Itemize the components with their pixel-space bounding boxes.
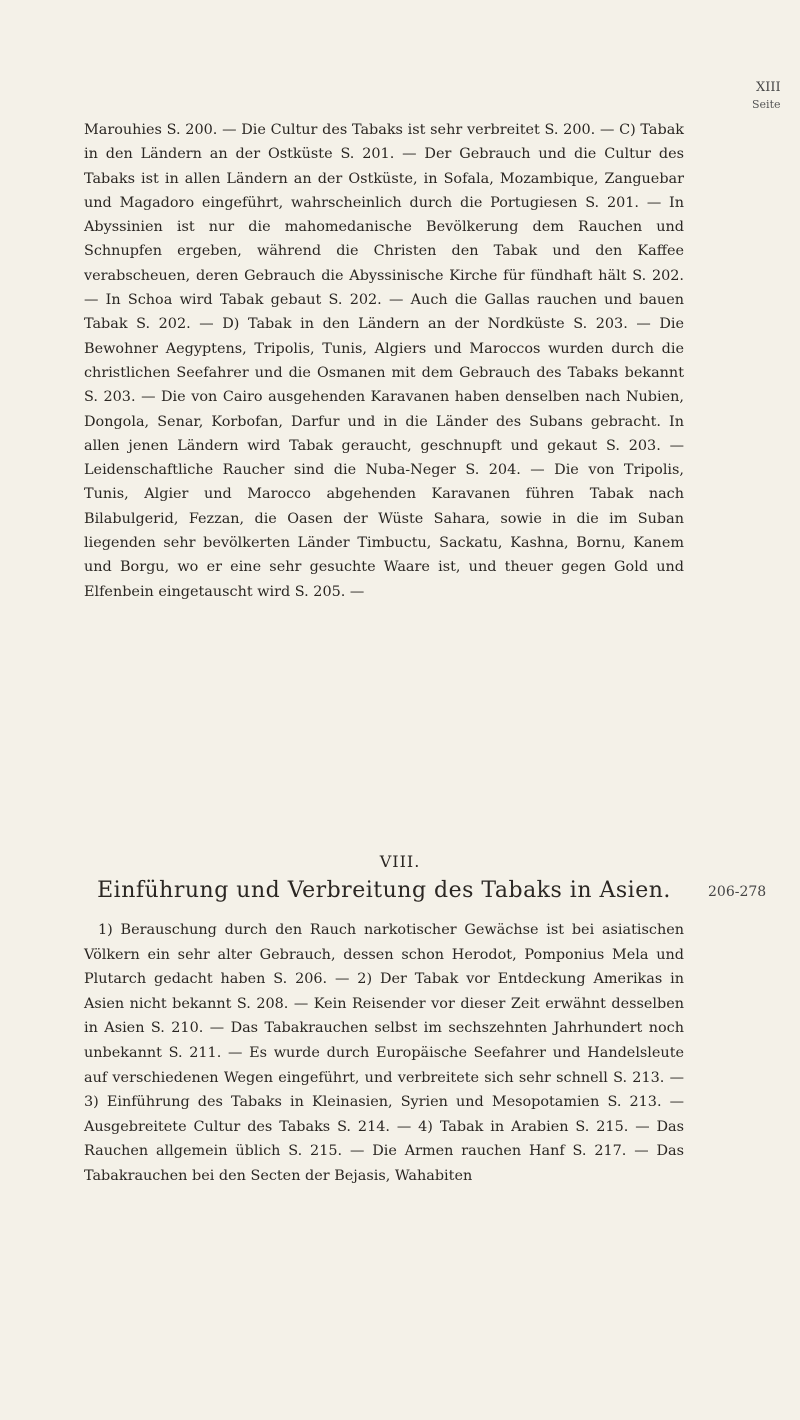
- chapter-title: Einführung und Verbreitung des Tabaks in Asien.: [97, 878, 671, 903]
- paragraph-africa: Marouhies S. 200. — Die Cultur des Tabaks ist sehr verbreitet S. 200. — C) Tabak in den Ländern an der Ostküste S. 201. — Der Gebrauch und die Cultur des Tabaks ist in allen Ländern an der Ostküste, in Sofala, Mozambique, Zanguebar und Magadoro eingeführt, wahrscheinlich durch die Portugiesen S. 201. — In Abyssinien ist nur die mahomedanische Bevölkerung dem Rauchen und Schnupfen ergeben, während die Christen den Tabak und den Kaffee verabscheuen, deren Gebrauch die Abyssinische Kirche für fündhaft hält S. 202. — In Schoa wird Tabak gebaut S. 202. — Auch die Gallas rauchen und bauen Tabak S. 202. — D) Tabak in den Ländern an der Nordküste S. 203. — Die Bewohner Aegyptens, Tripolis, Tunis, Algiers und Maroccos wurden durch die christlichen Seefahrer und die Osmanen mit dem Gebrauch des Tabaks bekannt S. 203. — Die von Cairo ausgehenden Karavanen haben denselben nach Nubien, Dongola, Senar, Korbofan, Darfur und in die Länder des Subans gebracht. In allen jenen Ländern wird Tabak geraucht, geschnupft und gekaut S. 203. — Leidenschaftliche Raucher sind die Nuba-Neger S. 204. — Die von Tripolis, Tunis, Algier und Marocco abgehenden Karavanen führen Tabak nach Bilabulgerid, Fezzan, die Oasen der Wüste Sahara, sowie in die im Suban liegenden sehr bevölkerten Länder Timbuctu, Sackatu, Kashna, Bornu, Kanem und Borgu, wo er eine sehr gesuchte Waare ist, und theuer gegen Gold und Elfenbein eingetauscht wird S. 205. —: [84, 122, 684, 600]
- paragraph-asia: 1) Berauschung durch den Rauch narkotischer Gewächse ist bei asiatischen Völkern ein sehr alter Gebrauch, dessen schon Herodot, Pomponius Mela und Plutarch gedacht haben S. 206. — 2) Der Tabak vor Entdeckung Amerikas in Asien nicht bekannt S. 208. — Kein Reisender vor dieser Zeit erwähnt desselben in Asien S. 210. — Das Tabakrauchen selbst im sechszehnten Jahrhundert noch unbekannt S. 211. — Es wurde durch Europäische Seefahrer und Handelsleute auf verschiedenen Wegen eingeführt, und verbreitete sich sehr schnell S. 213. — 3) Einführung des Tabaks in Kleinasien, Syrien und Mesopotamien S. 213. — Ausgebreitete Cultur des Tabaks S. 214. — 4) Tabak in Arabien S. 215. — Das Rauchen allgemein üblich S. 215. — Die Armen rauchen Hanf S. 217. — Das Tabakrauchen bei den Secten der Bejasis, Wahabiten: [84, 922, 684, 1184]
- section-numeral: VIII.: [379, 852, 421, 871]
- body-text-top: [84, 118, 684, 604]
- chapter-page-range: 206-278: [708, 884, 767, 900]
- page-number: XIII: [756, 80, 781, 95]
- body-text-bottom: [84, 918, 684, 1189]
- column-label-seite: Seite: [752, 98, 781, 111]
